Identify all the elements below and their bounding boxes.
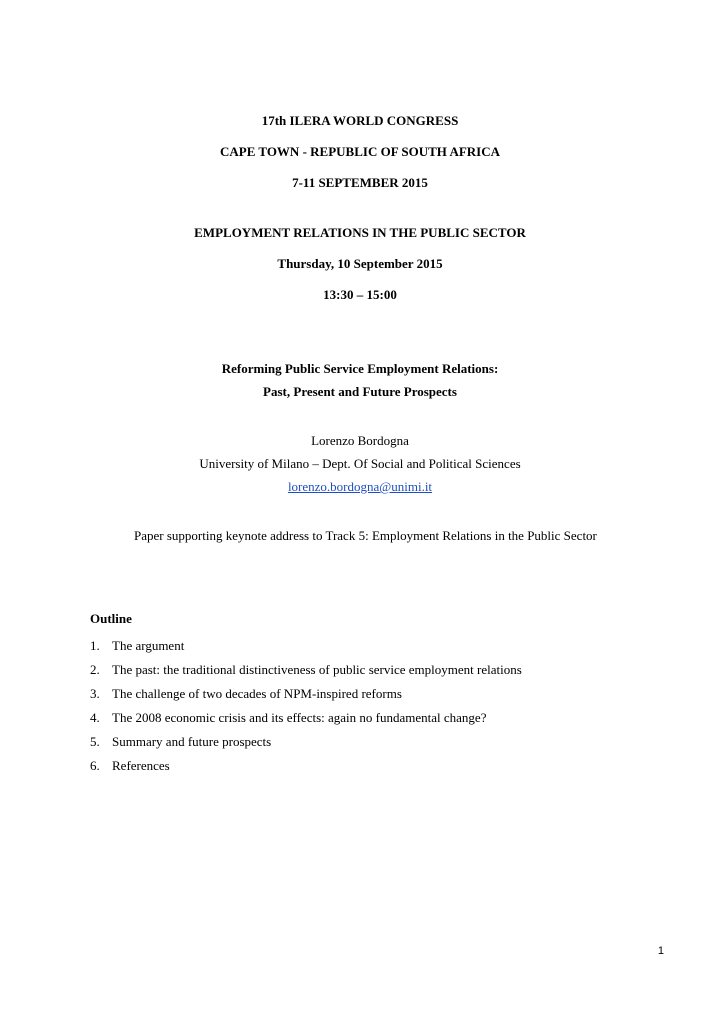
outline-item bbox=[90, 758, 522, 782]
outline-item-text: The challenge of two decades of NPM-inspired reforms bbox=[112, 686, 402, 701]
outline-item-text: The 2008 economic crisis and its effects: again no fundamental change? bbox=[112, 710, 487, 725]
author-affiliation: University of Milano – Dept. Of Social and Political Sciences bbox=[199, 456, 521, 471]
outline-item-number: 6. bbox=[90, 758, 100, 773]
congress-dates: 7-11 SEPTEMBER 2015 bbox=[292, 175, 428, 190]
outline-item-number: 4. bbox=[90, 710, 100, 725]
author-email-row bbox=[0, 479, 720, 495]
author-email-link[interactable]: lorenzo.bordogna@unimi.it bbox=[287, 479, 433, 494]
session-title: EMPLOYMENT RELATIONS IN THE PUBLIC SECTOR bbox=[194, 225, 526, 240]
outline-item bbox=[90, 734, 522, 758]
keynote-note: Paper supporting keynote address to Track 5: Employment Relations in the Public Sector bbox=[134, 528, 597, 543]
paper-title-line-1: Reforming Public Service Employment Relations: bbox=[221, 361, 499, 376]
outline-item bbox=[90, 686, 522, 710]
author-name: Lorenzo Bordogna bbox=[311, 433, 409, 448]
outline-item-number: 5. bbox=[90, 734, 100, 749]
outline-item bbox=[90, 710, 522, 734]
outline-item-number: 3. bbox=[90, 686, 100, 701]
outline-item-text: Summary and future prospects bbox=[112, 734, 272, 749]
congress-title: 17th ILERA WORLD CONGRESS bbox=[261, 113, 459, 128]
outline-item-text: The past: the traditional distinctiveness of public service employment relations bbox=[112, 662, 522, 677]
outline-item-text: The argument bbox=[112, 638, 185, 653]
outline-item bbox=[90, 662, 522, 686]
paper-title-line-2: Past, Present and Future Prospects bbox=[263, 384, 457, 399]
outline-item-text: References bbox=[112, 758, 170, 773]
outline-item bbox=[90, 638, 522, 662]
session-time: 13:30 – 15:00 bbox=[323, 287, 397, 302]
page-number: 1 bbox=[657, 945, 664, 957]
outline-item-number: 2. bbox=[90, 662, 100, 677]
outline-heading: Outline bbox=[90, 611, 132, 626]
outline-item-number: 1. bbox=[90, 638, 100, 653]
session-day: Thursday, 10 September 2015 bbox=[277, 256, 443, 271]
outline-list bbox=[90, 638, 522, 782]
congress-location: CAPE TOWN - REPUBLIC OF SOUTH AFRICA bbox=[219, 144, 500, 159]
